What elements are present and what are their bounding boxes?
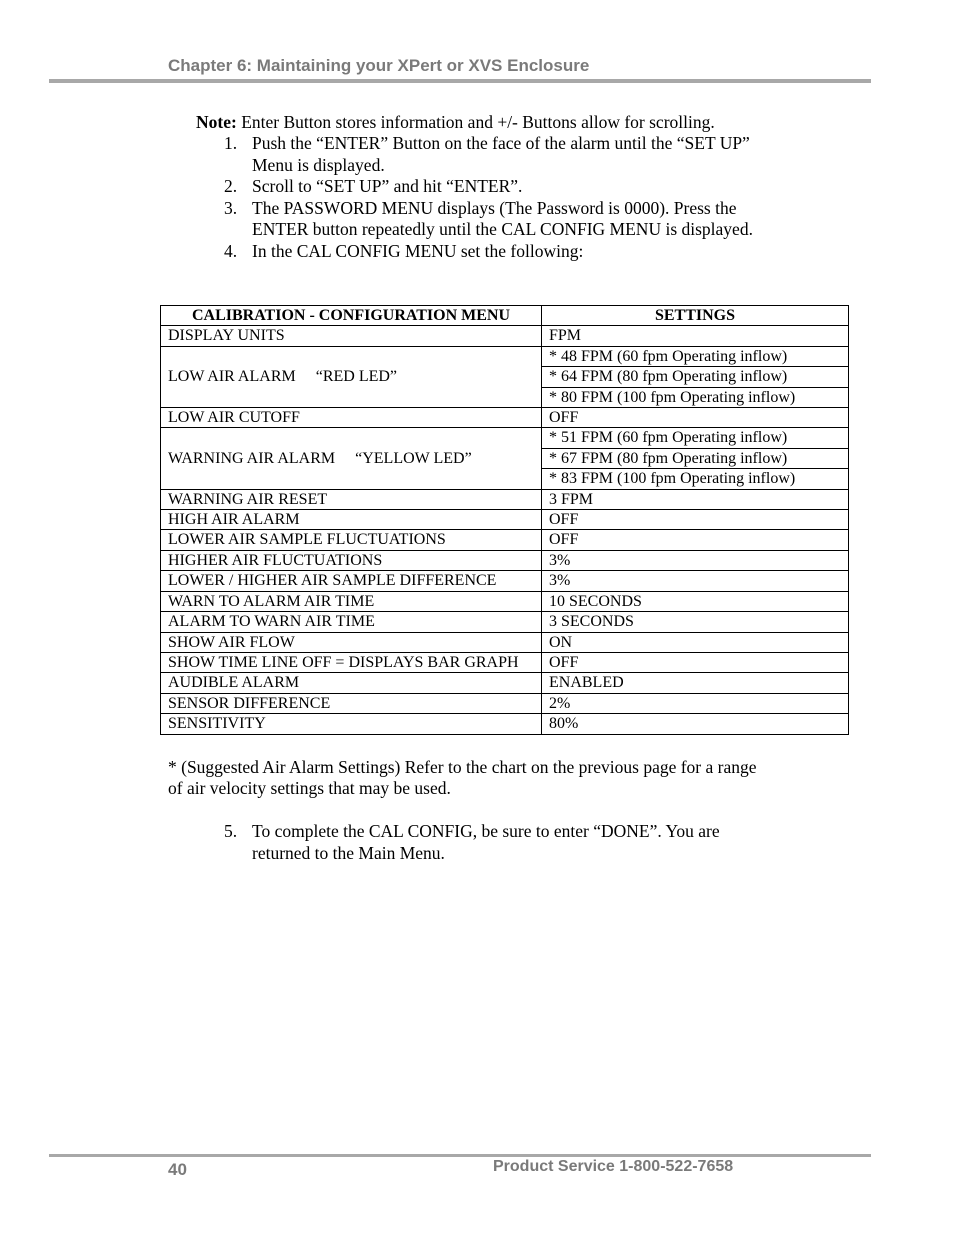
row-label: DISPLAY UNITS (161, 326, 542, 346)
row-value: * 67 FPM (80 fpm Operating inflow) (542, 448, 849, 468)
product-service-phone: Product Service 1-800-522-7658 (493, 1158, 734, 1175)
step-number: 4. (224, 240, 238, 261)
table-row (161, 693, 849, 713)
table-row (161, 326, 849, 346)
table-row (161, 652, 849, 672)
row-value: OFF (542, 510, 849, 530)
table-footnote: * (Suggested Air Alarm Settings) Refer to the chart on the previous page for a range of air velocity settings that may be used. (168, 757, 757, 798)
row-label: SHOW TIME LINE OFF = DISPLAYS BAR GRAPH (161, 652, 542, 672)
row-label: LOW AIR CUTOFF (161, 408, 542, 428)
list-item (224, 820, 764, 864)
row-label: LOW AIR ALARM “RED LED” (161, 346, 542, 407)
row-value: FPM (542, 326, 849, 346)
calibration-config-table (160, 305, 849, 735)
row-value: 2% (542, 693, 849, 713)
row-value: 3% (542, 571, 849, 591)
chapter-title: Chapter 6: Maintaining your XPert or XVS Enclosure (168, 56, 590, 75)
table-row (161, 571, 849, 591)
row-label: SENSOR DIFFERENCE (161, 693, 542, 713)
table-row (161, 530, 849, 550)
row-value: * 83 FPM (100 fpm Operating inflow) (542, 469, 849, 489)
table-row (161, 408, 849, 428)
note-label: Note: (196, 112, 237, 132)
row-value: 3 SECONDS (542, 612, 849, 632)
table-row (161, 510, 849, 530)
footer-divider (49, 1154, 871, 1157)
column-header-settings: SETTINGS (542, 306, 849, 326)
table-row (161, 612, 849, 632)
step-number: 5. (224, 821, 238, 841)
row-value: OFF (542, 408, 849, 428)
list-item (224, 133, 764, 176)
row-value: * 48 FPM (60 fpm Operating inflow) (542, 346, 849, 366)
row-label: WARNING AIR ALARM “YELLOW LED” (161, 428, 542, 489)
row-label: SHOW AIR FLOW (161, 632, 542, 652)
row-label: LOWER AIR SAMPLE FLUCTUATIONS (161, 530, 542, 550)
note-line (196, 112, 715, 133)
column-header-menu: CALIBRATION - CONFIGURATION MENU (161, 306, 542, 326)
row-value: 3 FPM (542, 489, 849, 509)
list-item (224, 198, 764, 241)
row-label: LOWER / HIGHER AIR SAMPLE DIFFERENCE (161, 571, 542, 591)
table-row (161, 673, 849, 693)
list-item (224, 241, 764, 263)
table-row (161, 591, 849, 611)
row-label: WARNING AIR RESET (161, 489, 542, 509)
step-text: Push the “ENTER” Button on the face of the alarm until the “SET UP” Menu is displayed. (252, 133, 750, 175)
step-number: 3. (224, 197, 238, 218)
row-value: 10 SECONDS (542, 591, 849, 611)
page-number: 40 (168, 1160, 187, 1179)
table-header-row (161, 306, 849, 326)
row-label: AUDIBLE ALARM (161, 673, 542, 693)
row-value: * 51 FPM (60 fpm Operating inflow) (542, 428, 849, 448)
row-value: 3% (542, 550, 849, 570)
row-value: ENABLED (542, 673, 849, 693)
row-value: 80% (542, 714, 849, 734)
table-row (161, 714, 849, 734)
step-text: The PASSWORD MENU displays (The Password is 0000). Press the ENTER button repeatedly until the CAL CONFIG MENU is displayed. (252, 197, 753, 239)
table-row (161, 550, 849, 570)
table-row (161, 489, 849, 509)
step-number: 2. (224, 176, 238, 196)
row-label: SENSITIVITY (161, 714, 542, 734)
steps-list (224, 133, 764, 262)
row-value: * 80 FPM (100 fpm Operating inflow) (542, 387, 849, 407)
row-label: ALARM TO WARN AIR TIME (161, 612, 542, 632)
note-text: Enter Button stores information and +/- Buttons allow for scrolling. (236, 112, 715, 132)
row-label: HIGH AIR ALARM (161, 510, 542, 530)
step-text: To complete the CAL CONFIG, be sure to enter “DONE”. You are returned to the Main Menu. (252, 821, 720, 863)
table-row (161, 346, 849, 366)
row-value: * 64 FPM (80 fpm Operating inflow) (542, 367, 849, 387)
row-value: ON (542, 632, 849, 652)
step-text: In the CAL CONFIG MENU set the following: (252, 240, 584, 261)
step-number: 1. (224, 133, 238, 153)
list-item (224, 176, 764, 198)
header-divider (49, 79, 871, 83)
row-label: WARN TO ALARM AIR TIME (161, 591, 542, 611)
step-text: Scroll to “SET UP” and hit “ENTER”. (252, 176, 523, 196)
row-value: OFF (542, 652, 849, 672)
table-row (161, 632, 849, 652)
row-label: HIGHER AIR FLUCTUATIONS (161, 550, 542, 570)
row-value: OFF (542, 530, 849, 550)
table-row (161, 428, 849, 448)
